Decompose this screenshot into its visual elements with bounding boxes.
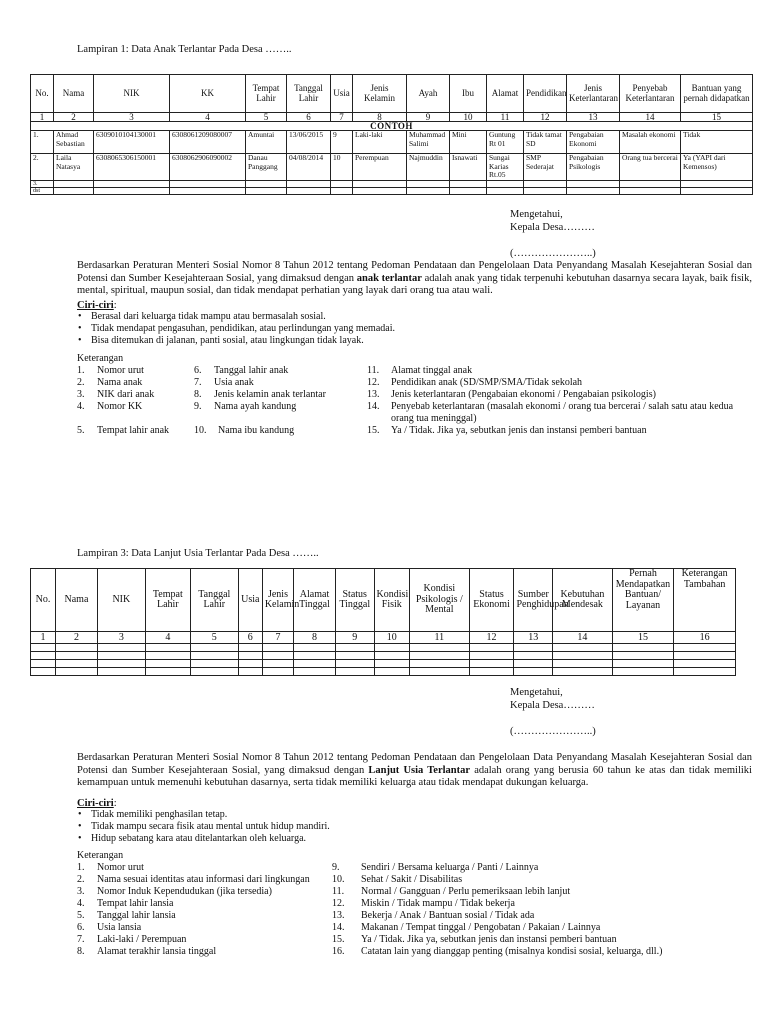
- keterangan-item: 13. Jenis keterlantaran (Pengabaian ekonomi / Pengabaian psikologis): [367, 389, 656, 400]
- table-row: [31, 187, 753, 194]
- keterangan-title: Keterangan: [77, 353, 124, 364]
- col-number: 2: [56, 632, 98, 644]
- col-header: Bantuan yang pernah didapatkan: [681, 75, 753, 113]
- paragraph-text: Berdasarkan Peraturan Menteri Sosial Nomor 8 Tahun 2012 tentang Pedoman Pendataan dan Pengelolaan Data Penyandang Masalah Kesejahteran Sosial dan Potensi dan Sumber Kesejahteraan Sosial, yang dimaksud dengan: [77, 260, 752, 284]
- col-header: Keterangan Tambahan: [674, 569, 736, 632]
- keterangan-col: [332, 862, 752, 958]
- table-cell: 6308062906090002: [170, 154, 246, 181]
- table-cell: Tidak: [681, 131, 753, 154]
- col-number: 16: [674, 632, 736, 644]
- col-header: Kondisi Fisik: [374, 569, 410, 632]
- col-header: Kondisi Psikologis / Mental: [410, 569, 470, 632]
- col-number: 5: [190, 632, 238, 644]
- keterangan-item: 14. Makanan / Tempat tinggal / Pengobatan / Pakaian / Lainnya: [332, 922, 601, 933]
- keterangan-item: 8. Alamat terakhir lansia tinggal: [77, 946, 217, 957]
- keterangan-item: 1. Nomor urut: [77, 365, 144, 376]
- keterangan-item: 15. Ya / Tidak. Jika ya, sebutkan jenis dan instansi pemberi bantuan: [367, 425, 647, 436]
- keterangan-item: 12. Pendidikan anak (SD/SMP/SMA/Tidak sekolah: [367, 377, 583, 388]
- paragraph-text: Berdasarkan Peraturan Menteri Sosial Nomor 8 Tahun 2012 tentang Pedoman Pendataan dan Pengelolaan Data Penyandang Masalah Kesejahteran Sosial dan Potensi dan Sumber Kesejahteraan Sosial, yang dimaksud dengan: [77, 752, 752, 776]
- keterangan-item: 2. Nama sesuai identitas atau informasi dari lingkungan: [77, 874, 310, 885]
- col-header: Tempat Lahir: [145, 569, 190, 632]
- col-header: KK: [170, 75, 246, 113]
- table-cell: Laki-laki: [353, 131, 407, 154]
- table-row: [31, 660, 736, 668]
- keterangan-item: 7. Usia anak: [194, 377, 254, 388]
- table-cell: 9: [331, 131, 353, 154]
- paragraph-text: adalah anak yang tidak terpenuhi kebutuhan dasarnya secara layak, baik fisik, mental, spiritual, maupun sosial, dan tidak mendapat perhatian yang layak dari orang tua atau wali.: [77, 272, 752, 297]
- list-item-text: Bisa ditemukan di jalanan, panti sosial, atau lingkungan tidak layak.: [91, 335, 364, 346]
- keterangan-item: 13. Bekerja / Anak / Bantuan sosial / Tidak ada: [332, 910, 535, 921]
- col-number: 1: [31, 632, 56, 644]
- col-header: No.: [31, 75, 54, 113]
- table-cell: Najmuddin: [407, 154, 450, 181]
- col-header: Alamat: [487, 75, 524, 113]
- keterangan-item: 2. Nama anak: [77, 377, 143, 388]
- keterangan-item: 1. Nomor urut: [77, 862, 144, 873]
- lampiran1-title: Lampiran 1: Data Anak Terlantar Pada Desa ……..: [77, 44, 292, 55]
- table-cell: 10: [331, 154, 353, 181]
- paragraph-text: adalah orang yang berusia 60 tahun ke atas dan tidak memiliki kemampuan untuk memenuhi kebutuhan dasarnya, serta tidak memiliki keluarga atau tidak mendapat dukungan keluarga.: [77, 764, 752, 789]
- col-header: Status Ekonomi: [469, 569, 514, 632]
- col-header: Nama: [54, 75, 94, 113]
- sign-mengetahui: Mengetahui,: [510, 209, 563, 220]
- col-number: 3: [97, 632, 145, 644]
- paragraph-term: Lanjut Usia Terlantar: [368, 764, 471, 776]
- col-number: 6: [238, 632, 262, 644]
- col-header: Status Tinggal: [335, 569, 374, 632]
- lampiran3-table: [30, 568, 736, 676]
- keterangan-col: [77, 862, 327, 958]
- col-number: 9: [335, 632, 374, 644]
- keterangan-item: 10. Sehat / Sakit / Disabilitas: [332, 874, 463, 885]
- table-cell: 6308065306150001: [94, 154, 170, 181]
- table-cell: 2.: [31, 154, 54, 181]
- col-number: 2: [54, 113, 94, 122]
- list-item: • Tidak memiliki penghasilan tetap.: [78, 809, 228, 820]
- paragraph-term: anak terlantar: [356, 272, 422, 284]
- col-header: Tanggal Lahir: [287, 75, 331, 113]
- col-number: 7: [331, 113, 353, 122]
- table-row: [31, 652, 736, 660]
- table-row: [31, 180, 753, 187]
- table-row: [31, 131, 753, 154]
- col-number: 3: [94, 113, 170, 122]
- table-cell: Masalah ekonomi: [620, 131, 681, 154]
- table-cell: Sungai Karias Rt.05: [487, 154, 524, 181]
- sign-kepala-desa: Kepala Desa………: [510, 222, 595, 234]
- keterangan-col: [367, 365, 757, 437]
- col-number: 15: [612, 632, 674, 644]
- table-cell: Laila Natasya: [54, 154, 94, 181]
- col-number: 6: [287, 113, 331, 122]
- col-number: 12: [524, 113, 567, 122]
- list-item-text: Hidup sebatang kara atau ditelantarkan oleh keluarga.: [91, 833, 307, 844]
- col-number: 14: [553, 632, 613, 644]
- list-item-text: Tidak mampu secara fisik atau mental untuk hidup mandiri.: [91, 821, 330, 832]
- sign-name-placeholder: (…………………..): [510, 726, 596, 738]
- table-row: [31, 154, 753, 181]
- table-cell: SMP Sederajat: [524, 154, 567, 181]
- keterangan-item: 9. Nama ayah kandung: [194, 401, 297, 412]
- ciri-title: Ciri-ciri: [77, 798, 114, 809]
- keterangan-item: 8. Jenis kelamin anak terlantar: [194, 389, 326, 400]
- table-cell: Pengabaian Psikologis: [567, 154, 620, 181]
- table-cell: Isnawati: [450, 154, 487, 181]
- list-item: • Bisa ditemukan di jalanan, panti sosial, atau lingkungan tidak layak.: [78, 335, 364, 346]
- col-number: 8: [353, 113, 407, 122]
- col-header: Kebutuhan Mendesak: [553, 569, 613, 632]
- table-cell: 13/06/2015: [287, 131, 331, 154]
- keterangan-item: 3. NIK dari anak: [77, 389, 155, 400]
- list-item: • Tidak mendapat pengasuhan, pendidikan, atau perlindungan yang memadai.: [78, 323, 395, 334]
- ciri-section: Ciri-ciri: • Tidak memiliki penghasilan tetap. • Tidak mampu secara fisik atau mental untuk hidup mandiri. • Hidup sebatang kara atau ditelantarkan oleh keluarga.: [77, 798, 330, 844]
- table-cell: Ahmad Sebastian: [54, 131, 94, 154]
- col-header: Sumber Penghidupan: [514, 569, 553, 632]
- col-number: 7: [262, 632, 293, 644]
- col-number: 5: [246, 113, 287, 122]
- keterangan-col: [194, 365, 364, 437]
- col-number: 9: [407, 113, 450, 122]
- table-cell: Tidak tamat SD: [524, 131, 567, 154]
- ciri-list: [77, 311, 395, 347]
- keterangan-item: 9. Sendiri / Bersama keluarga / Panti / Lainnya: [332, 862, 539, 873]
- col-number: 13: [514, 632, 553, 644]
- contoh-label: CONTOH: [31, 122, 753, 131]
- keterangan-item: 11. Alamat tinggal anak: [367, 365, 473, 376]
- col-number: 4: [170, 113, 246, 122]
- col-header: Penyebab Keterlantaran: [620, 75, 681, 113]
- table-row: [31, 644, 736, 652]
- sign-mengetahui: Mengetahui,: [510, 687, 563, 698]
- keterangan-title: Keterangan: [77, 850, 124, 861]
- table-cell: 3.: [31, 180, 54, 187]
- keterangan-col: [77, 365, 192, 437]
- col-header: Tanggal Lahir: [190, 569, 238, 632]
- keterangan-item: 6. Tanggal lahir anak: [194, 365, 289, 376]
- col-header: Nama: [56, 569, 98, 632]
- table-cell: Mini: [450, 131, 487, 154]
- lampiran1-table: [30, 74, 753, 195]
- signature-block: [510, 686, 596, 738]
- table-cell: 6308061209080007: [170, 131, 246, 154]
- col-header: Pernah Mendapatkan Bantuan/ Layanan: [612, 569, 674, 632]
- table-cell: Guntung Rt 01: [487, 131, 524, 154]
- ciri-section: Ciri-ciri: • Berasal dari keluarga tidak mampu atau bermasalah sosial. • Tidak mendapat pengasuhan, pendidikan, atau perlindungan yang memadai. • Bisa ditemukan di jalanan, panti sosial, atau lingkungan tidak layak.: [77, 300, 395, 346]
- col-header: Jenis Kelamin: [353, 75, 407, 113]
- keterangan-item: 6. Usia lansia: [77, 922, 142, 933]
- list-item: • Berasal dari keluarga tidak mampu atau bermasalah sosial.: [78, 311, 326, 322]
- table-cell: 1.: [31, 131, 54, 154]
- lampiran3-title: Lampiran 3: Data Lanjut Usia Terlantar Pada Desa ……..: [77, 548, 319, 559]
- col-header: Usia: [238, 569, 262, 632]
- keterangan-item: 16. Catatan lain yang dianggap penting (misalnya kondisi sosial, keluarga, dll.): [332, 946, 663, 957]
- keterangan-item: 11. Normal / Gangguan / Perlu pemeriksaan lebih lanjut: [332, 886, 571, 897]
- keterangan-item: 3. Nomor Induk Kependudukan (jika tersedia): [77, 886, 272, 897]
- table-cell: Amuntai: [246, 131, 287, 154]
- col-number: 13: [567, 113, 620, 122]
- col-header: Ibu: [450, 75, 487, 113]
- table-cell: 6309010104130001: [94, 131, 170, 154]
- table-cell: Perempuan: [353, 154, 407, 181]
- list-item-text: Tidak memiliki penghasilan tetap.: [91, 809, 228, 820]
- col-header: Usia: [331, 75, 353, 113]
- keterangan-item: 12. Miskin / Tidak mampu / Tidak bekerja: [332, 898, 515, 909]
- keterangan-item: 5. Tanggal lahir lansia: [77, 910, 176, 921]
- ciri-list: [77, 809, 330, 845]
- col-header: Alamat Tinggal: [294, 569, 336, 632]
- col-number: 10: [450, 113, 487, 122]
- col-header: Tempat Lahir: [246, 75, 287, 113]
- keterangan-item: 15. Ya / Tidak. Jika ya, sebutkan jenis dan instansi pemberi bantuan: [332, 934, 617, 945]
- list-item: • Tidak mampu secara fisik atau mental untuk hidup mandiri.: [78, 821, 330, 832]
- table-cell: Orang tua bercerai: [620, 154, 681, 181]
- table-cell: Ya (YAPI dari Kemensos): [681, 154, 753, 181]
- col-number: 11: [487, 113, 524, 122]
- list-item-text: Berasal dari keluarga tidak mampu atau bermasalah sosial.: [91, 311, 326, 322]
- signature-block: [510, 208, 596, 260]
- col-number: 10: [374, 632, 410, 644]
- ciri-title: Ciri-ciri: [77, 300, 114, 311]
- col-number: 1: [31, 113, 54, 122]
- keterangan-item: 14. Penyebab keterlantaran (masalah ekonomi / orang tua bercerai / salah satu atau kedua orang tua meninggal): [367, 401, 734, 424]
- keterangan-item: 4. Tempat lahir lansia: [77, 898, 174, 909]
- definition-paragraph: [77, 260, 752, 298]
- col-header: Jenis Keterlantaran: [567, 75, 620, 113]
- lampiran1-header-row: [31, 75, 753, 113]
- table-cell: Danau Panggang: [246, 154, 287, 181]
- col-header: NIK: [97, 569, 145, 632]
- table-cell: dst: [31, 187, 54, 194]
- keterangan-item: 4. Nomor KK: [77, 401, 143, 412]
- col-header: No.: [31, 569, 56, 632]
- table-cell: Muhammad Salimi: [407, 131, 450, 154]
- col-number: 4: [145, 632, 190, 644]
- col-number: 12: [469, 632, 514, 644]
- lampiran3-header-row: [31, 569, 736, 632]
- col-number: 14: [620, 113, 681, 122]
- col-header: Ayah: [407, 75, 450, 113]
- keterangan-item: 5. Tempat lahir anak: [77, 425, 170, 436]
- col-header: Jenis Kelamin: [262, 569, 293, 632]
- col-number: 8: [294, 632, 336, 644]
- col-number: 11: [410, 632, 470, 644]
- col-header: NIK: [94, 75, 170, 113]
- sign-kepala-desa: Kepala Desa………: [510, 700, 595, 712]
- lampiran3-number-row: [31, 632, 736, 644]
- table-cell: 04/08/2014: [287, 154, 331, 181]
- list-item: • Hidup sebatang kara atau ditelantarkan oleh keluarga.: [78, 833, 307, 844]
- keterangan-item: 10. Nama ibu kandung: [194, 425, 295, 436]
- table-cell: Pengabaian Ekonomi: [567, 131, 620, 154]
- table-row: [31, 668, 736, 676]
- definition-paragraph: [77, 752, 752, 790]
- sign-name-placeholder: (…………………..): [510, 248, 596, 260]
- col-number: 15: [681, 113, 753, 122]
- keterangan-item: 7. Laki-laki / Perempuan: [77, 934, 187, 945]
- col-header: Pendidikan: [524, 75, 567, 113]
- list-item-text: Tidak mendapat pengasuhan, pendidikan, atau perlindungan yang memadai.: [91, 323, 395, 334]
